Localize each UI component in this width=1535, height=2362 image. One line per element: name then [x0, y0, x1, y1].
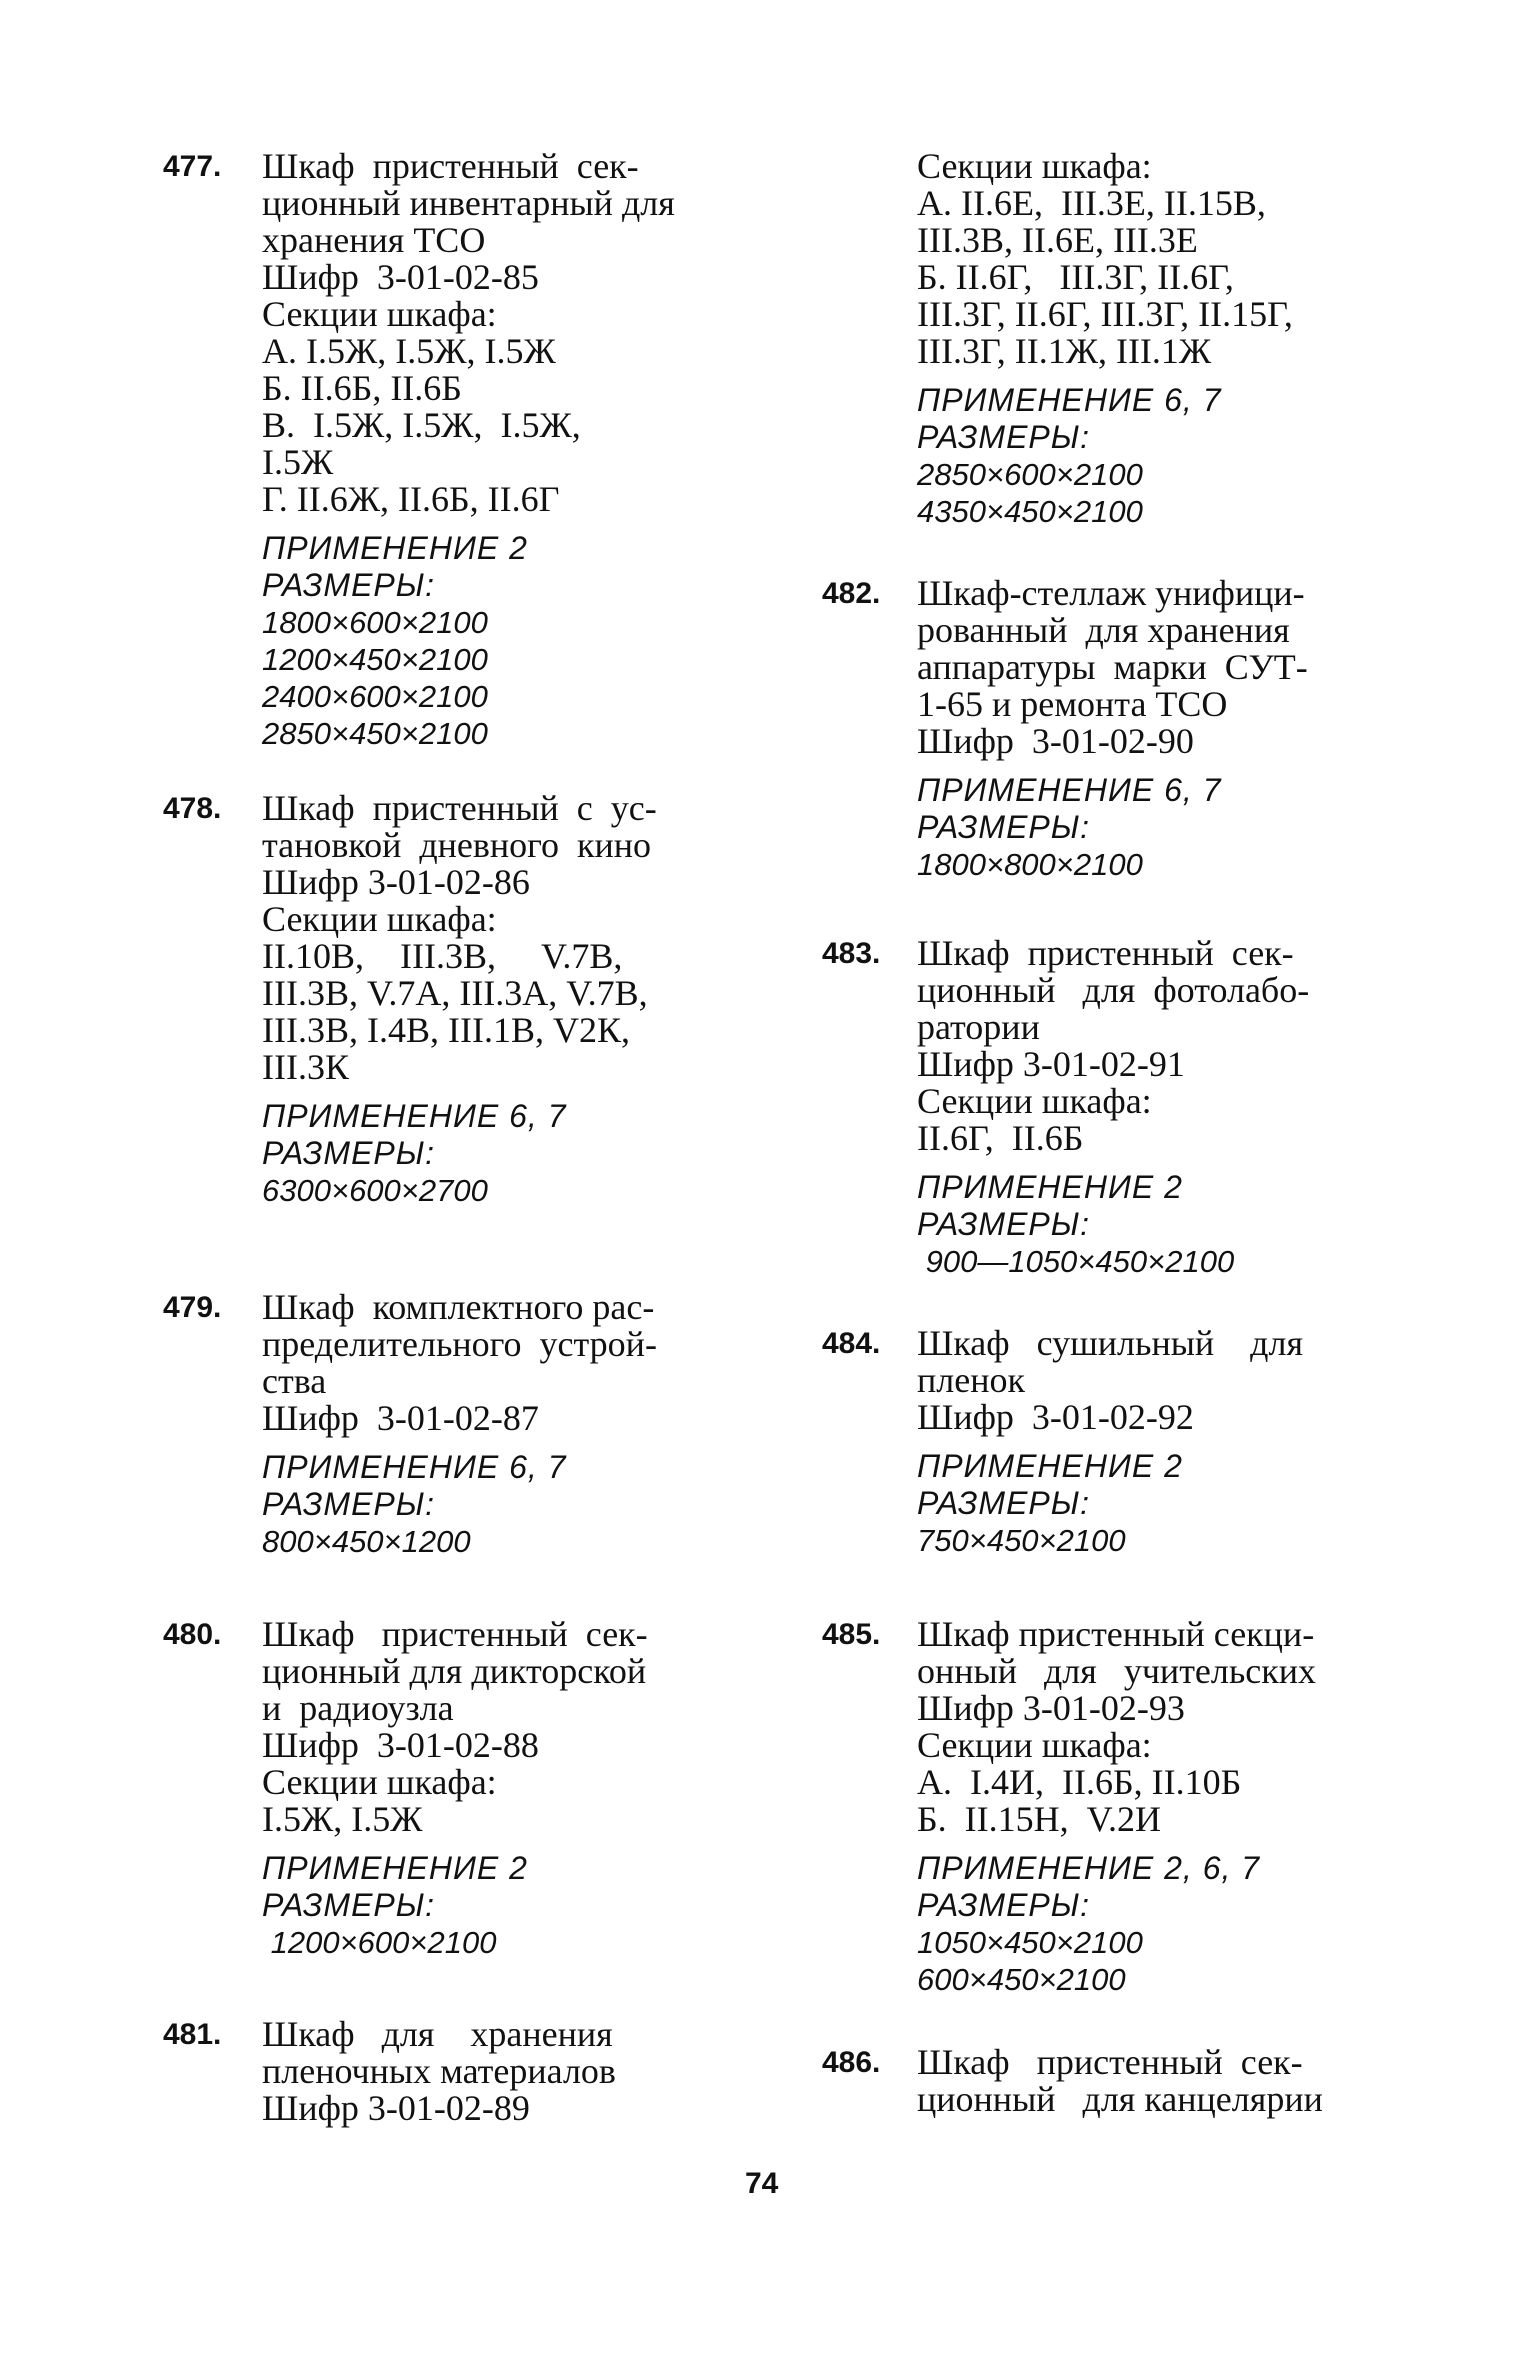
description-line: пленочных материалов [262, 2051, 616, 2091]
size-value: 2850×450×2100 [262, 716, 488, 751]
description-line: Шкаф комплектного рас- [262, 1287, 655, 1327]
section-line: А. II.6Е, III.3Е, II.15В, [917, 183, 1266, 223]
entry-body [917, 148, 1372, 530]
section-line: А. I.4И, II.6Б, II.10Б [917, 1762, 1242, 1802]
description-line: тановкой дневного кино [262, 825, 652, 865]
sizes-label: РАЗМЕРЫ: [262, 1887, 436, 1923]
entry-body [262, 148, 717, 752]
application-label: ПРИМЕНЕНИЕ 6, 7 [262, 1449, 567, 1485]
cipher-code: Шифр 3-01-02-91 [917, 1044, 1185, 1084]
section-line: III.3Г, II.1Ж, III.1Ж [917, 331, 1212, 371]
entry-body [262, 1289, 717, 1560]
application-label: ПРИМЕНЕНИЕ 6, 7 [917, 382, 1222, 418]
section-line: III.3Г, II.6Г, III.3Г, II.15Г, [917, 294, 1293, 334]
section-line: Б. II.6Г, III.3Г, II.6Г, [917, 257, 1234, 297]
size-value: 1800×800×2100 [917, 847, 1143, 882]
spacer [917, 1838, 1372, 1850]
spacer [917, 1436, 1372, 1448]
entry-description [262, 1289, 717, 1400]
entry-number: 481. [163, 2018, 222, 2051]
description-line: Шкаф пристенный сек- [917, 933, 1294, 973]
description-line: пределительного устрой- [262, 1324, 657, 1364]
description-line: онный для учительских [917, 1651, 1317, 1691]
cipher-code: Шифр 3-01-02-93 [917, 1688, 1185, 1728]
application-label: ПРИМЕНЕНИЕ 6, 7 [262, 1098, 567, 1134]
sizes-label: РАЗМЕРЫ: [917, 1206, 1091, 1242]
entry-description [262, 148, 717, 259]
size-value: 1200×600×2100 [262, 1925, 497, 1960]
entry-body [917, 1616, 1372, 1998]
entry-number: 480. [163, 1618, 222, 1651]
entry-description [262, 790, 717, 864]
entry-number: 485. [822, 1618, 881, 1651]
entry-body [917, 2044, 1372, 2118]
entry-description [917, 2044, 1372, 2118]
section-line: Б. II.6Б, II.6Б [262, 368, 462, 408]
description-line: Шкаф пристенный сек- [262, 146, 639, 186]
entry-description [917, 935, 1372, 1046]
section-line: III.3К [262, 1047, 349, 1087]
size-value: 1800×600×2100 [262, 605, 488, 640]
application-label: ПРИМЕНЕНИЕ 2 [917, 1448, 1183, 1484]
sections-label: Секции шкафа: [917, 1081, 1152, 1121]
cipher-code: Шифр 3-01-02-90 [917, 721, 1194, 761]
sections-label: Секции шкафа: [262, 294, 497, 334]
description-line: Шкаф пристенный секци- [917, 1614, 1315, 1654]
description-line: ционный для дикторской [262, 1651, 647, 1691]
description-line: Шкаф для хранения [262, 2014, 613, 2054]
sizes-label: РАЗМЕРЫ: [917, 1887, 1091, 1923]
sizes-label: РАЗМЕРЫ: [917, 419, 1091, 455]
spacer [262, 1086, 717, 1098]
description-line: рованный для хранения [917, 610, 1290, 650]
size-value: 1050×450×2100 [917, 1925, 1143, 1960]
sizes-label: РАЗМЕРЫ: [262, 567, 436, 603]
sizes-label: РАЗМЕРЫ: [262, 1486, 436, 1522]
entry-number: 479. [163, 1291, 222, 1324]
cipher-code: Шифр 3-01-02-87 [262, 1398, 539, 1438]
description-line: 1-65 и ремонта ТСО [917, 684, 1228, 724]
sections-label: Секции шкафа: [262, 1762, 497, 1802]
description-line: Шкаф-стеллаж унифици- [917, 573, 1305, 613]
cipher-code: Шифр 3-01-02-85 [262, 257, 539, 297]
application-label: ПРИМЕНЕНИЕ 2 [262, 1850, 528, 1886]
cipher-code: Шифр 3-01-02-92 [917, 1397, 1194, 1437]
section-line: В. I.5Ж, I.5Ж, I.5Ж, [262, 405, 581, 445]
description-line: ства [262, 1361, 327, 1401]
description-line: ратории [917, 1007, 1040, 1047]
section-line: II.10В, III.3В, V.7В, [262, 936, 623, 976]
sizes-label: РАЗМЕРЫ: [262, 1135, 436, 1171]
application-label: ПРИМЕНЕНИЕ 2, 6, 7 [917, 1850, 1261, 1886]
section-line: I.5Ж, I.5Ж [262, 1799, 423, 1839]
entry-description [917, 1616, 1372, 1690]
application-label: ПРИМЕНЕНИЕ 6, 7 [917, 772, 1222, 808]
section-line: III.3В, V.7А, III.3А, V.7В, [262, 973, 648, 1013]
entry-number: 478. [163, 792, 222, 825]
entry-description [262, 2016, 717, 2090]
description-line: хранения ТСО [262, 220, 486, 260]
spacer [917, 1157, 1372, 1169]
description-line: ционный инвентарный для [262, 183, 675, 223]
size-value: 900—1050×450×2100 [917, 1244, 1235, 1279]
entry-body [262, 790, 717, 1209]
spacer [262, 1838, 717, 1850]
entry-number: 483. [822, 937, 881, 970]
size-value: 750×450×2100 [917, 1523, 1126, 1558]
entry-body [262, 2016, 717, 2127]
cipher-code: Шифр 3-01-02-89 [262, 2088, 530, 2128]
sections-label: Секции шкафа: [262, 899, 497, 939]
entry-number: 484. [822, 1327, 881, 1360]
entry-description [917, 1325, 1372, 1399]
description-line: Шкаф пристенный сек- [262, 1614, 648, 1654]
spacer [262, 1437, 717, 1449]
spacer [262, 518, 717, 530]
sizes-label: РАЗМЕРЫ: [917, 809, 1091, 845]
entry-body [917, 575, 1372, 883]
entry-body [262, 1616, 717, 1961]
size-value: 800×450×1200 [262, 1524, 471, 1559]
page-number: 74 [745, 2167, 779, 2200]
entry-description [262, 1616, 717, 1727]
section-line: III.3В, I.4В, III.1В, V2К, [262, 1010, 630, 1050]
size-value: 2850×600×2100 [917, 457, 1143, 492]
spacer [917, 760, 1372, 772]
sizes-label: РАЗМЕРЫ: [917, 1485, 1091, 1521]
section-line: I.5Ж [262, 442, 334, 482]
description-line: ционный для канцелярии [917, 2079, 1323, 2119]
entry-description [917, 575, 1372, 723]
cipher-code: Шифр 3-01-02-88 [262, 1725, 539, 1765]
spacer [917, 370, 1372, 382]
size-value: 1200×450×2100 [262, 642, 488, 677]
section-line: III.3В, II.6Е, III.3Е [917, 220, 1198, 260]
size-value: 600×450×2100 [917, 1962, 1126, 1997]
description-line: Шкаф пристенный с ус- [262, 788, 657, 828]
entry-number: 486. [822, 2046, 881, 2079]
sections-label: Секции шкафа: [917, 146, 1152, 186]
section-line: II.6Г, II.6Б [917, 1118, 1084, 1158]
entry-body [917, 1325, 1372, 1559]
entry-body [917, 935, 1372, 1280]
description-line: Шкаф пристенный сек- [917, 2042, 1303, 2082]
description-line: пленок [917, 1360, 1025, 1400]
section-line: Б. II.15Н, V.2И [917, 1799, 1162, 1839]
section-line: А. I.5Ж, I.5Ж, I.5Ж [262, 331, 556, 371]
application-label: ПРИМЕНЕНИЕ 2 [262, 530, 528, 566]
entry-number: 477. [163, 150, 222, 183]
description-line: аппаратуры марки СУТ- [917, 647, 1308, 687]
sections-label: Секции шкафа: [917, 1725, 1152, 1765]
size-value: 6300×600×2700 [262, 1173, 488, 1208]
size-value: 4350×450×2100 [917, 494, 1143, 529]
application-label: ПРИМЕНЕНИЕ 2 [917, 1169, 1183, 1205]
size-value: 2400×600×2100 [262, 679, 488, 714]
description-line: и радиоузла [262, 1688, 454, 1728]
cipher-code: Шифр 3-01-02-86 [262, 862, 530, 902]
description-line: Шкаф сушильный для [917, 1323, 1303, 1363]
description-line: ционный для фотолабо- [917, 970, 1310, 1010]
section-line: Г. II.6Ж, II.6Б, II.6Г [262, 479, 560, 519]
entry-number: 482. [822, 577, 881, 610]
